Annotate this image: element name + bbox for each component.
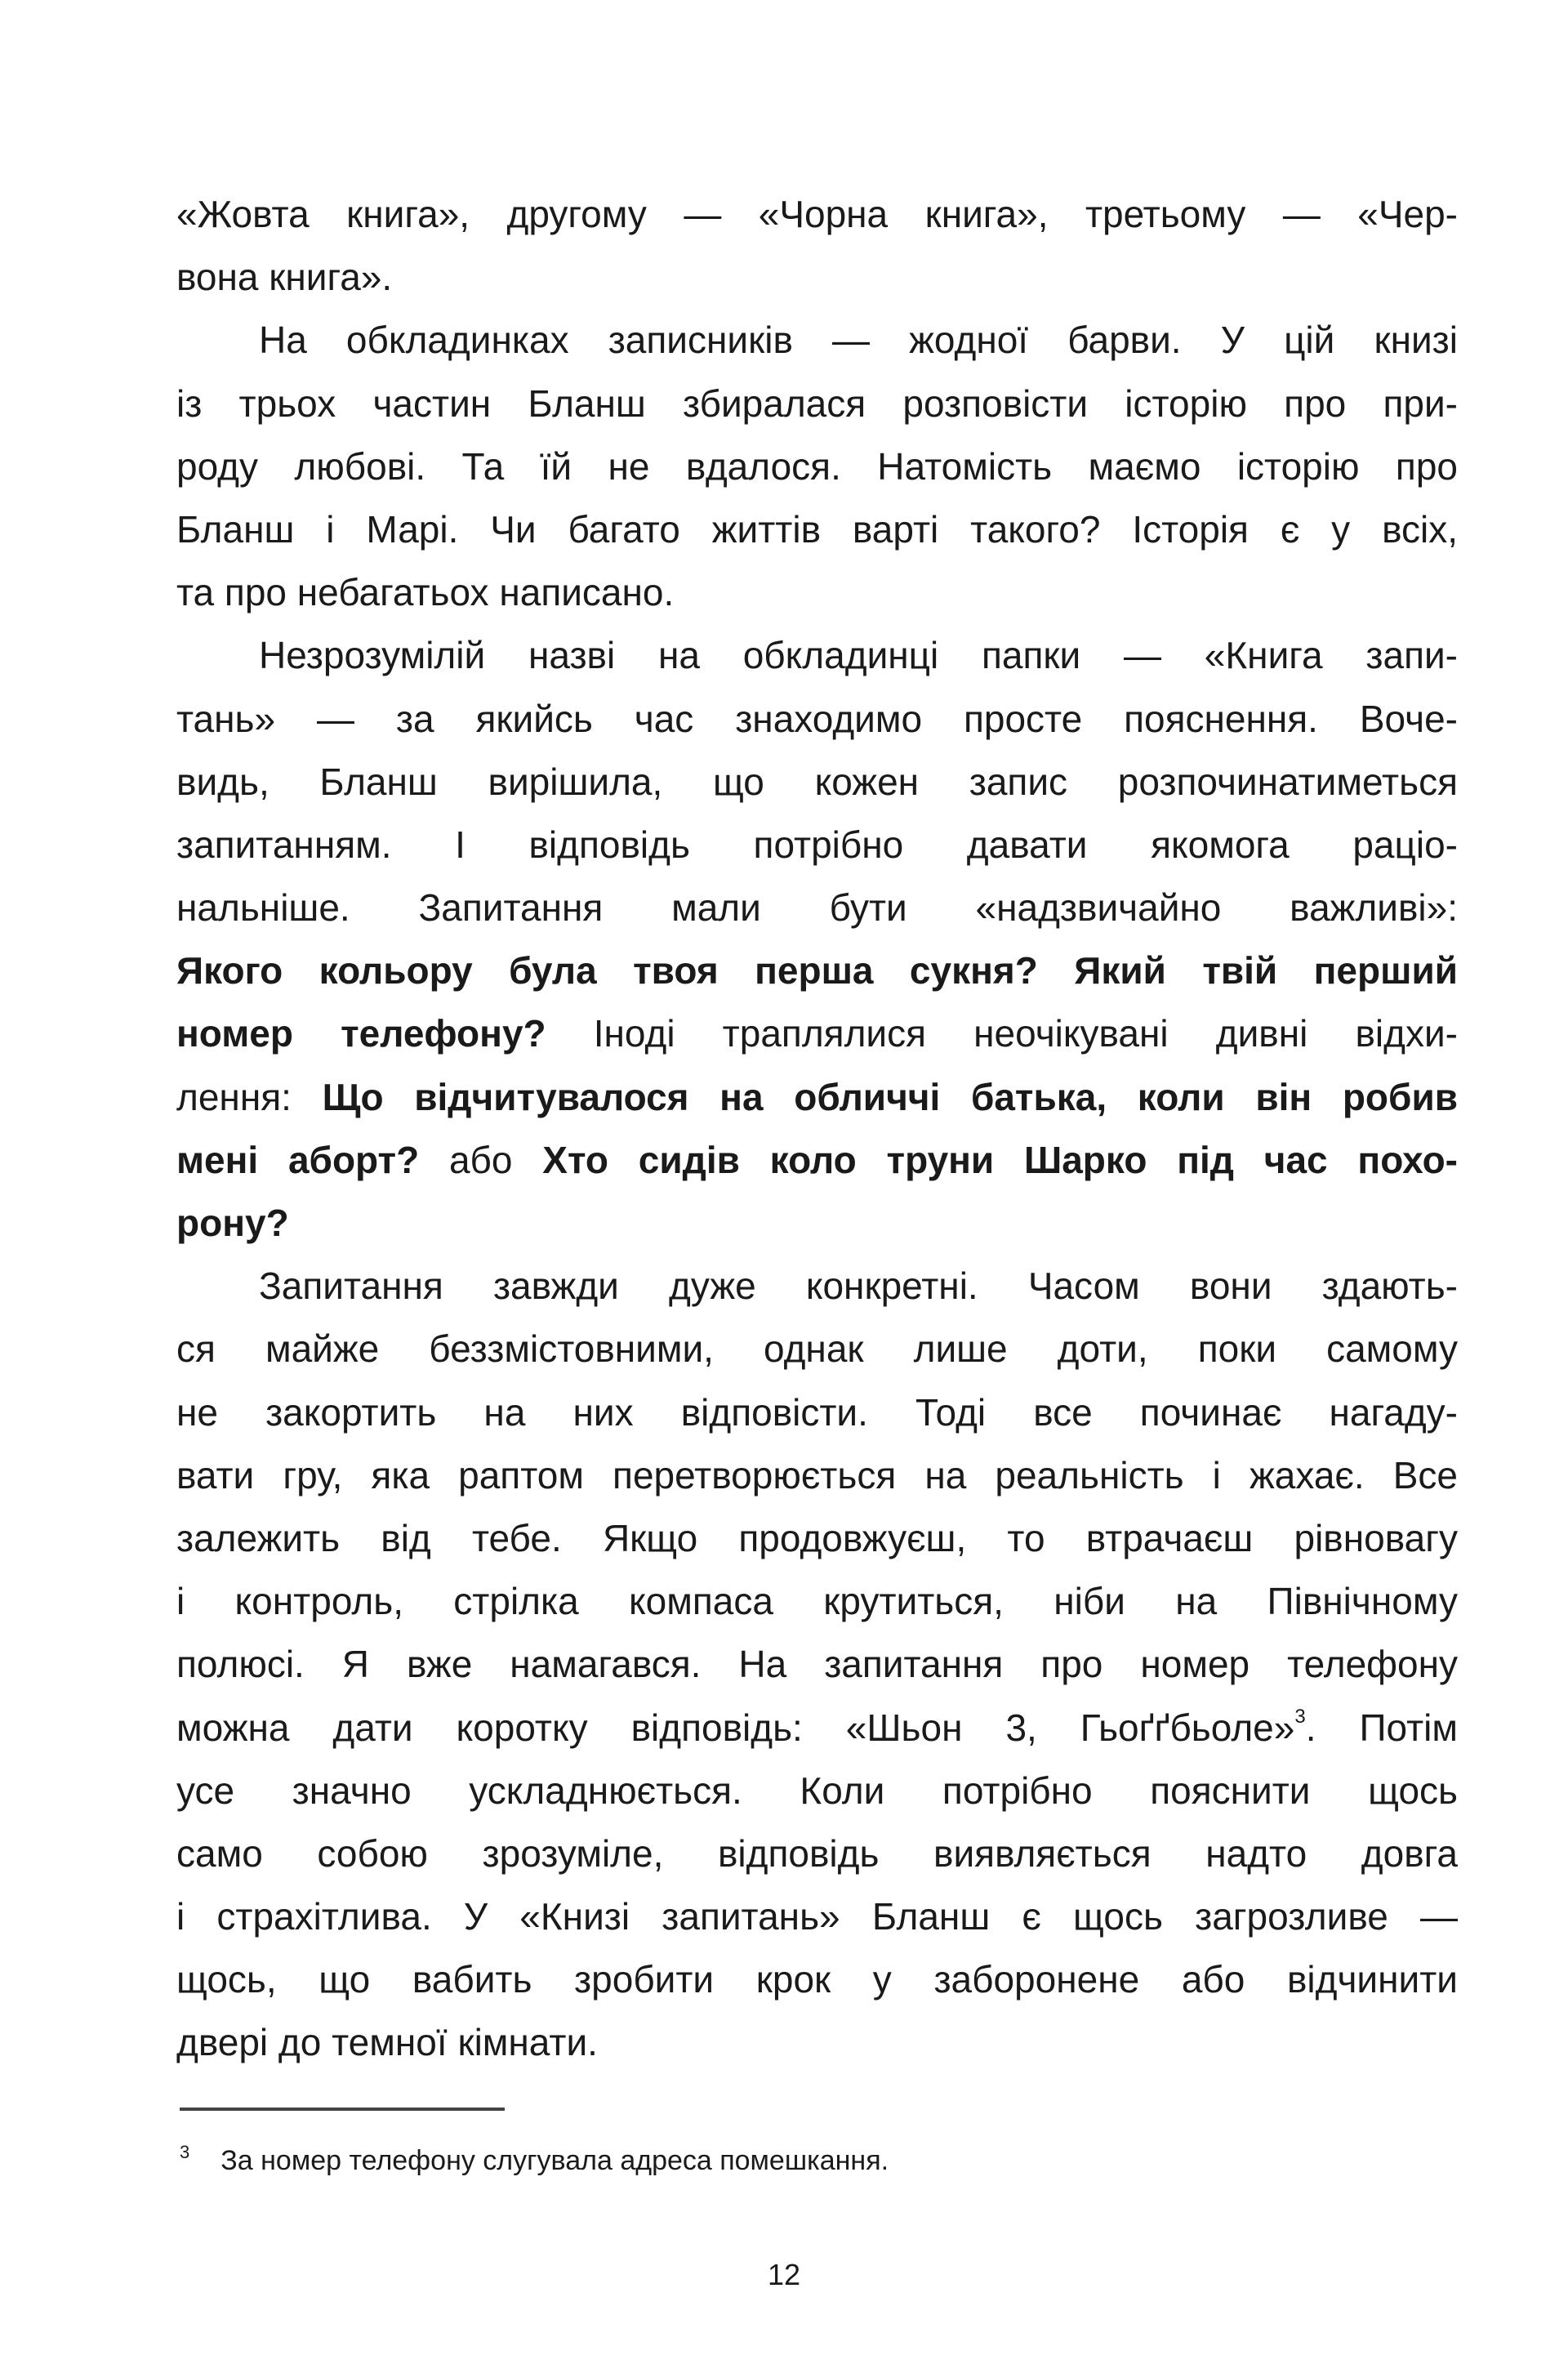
text-span: тань» — за якийсь час знаходимо просте пояснення. Воче- [176,697,1458,740]
text-line [176,561,1458,624]
text-line [176,814,1458,876]
text-span: і контроль, стрілка компаса крутиться, ніби на Північному [176,1580,1458,1623]
footnote-number: 3 [180,2142,190,2162]
bold-question: Якого кольору була твоя перша сукня? Який твій перший [176,949,1458,992]
text-line [176,1192,1458,1255]
footnote-text: За номер телефону слугувала адреса помешкання. [220,2145,889,2176]
text-line [176,1885,1458,1948]
footnote-divider [180,2108,505,2111]
page-number: 12 [767,2258,801,2291]
text-line [176,246,1458,309]
text-span: полюсі. Я вже намагався. На запитання про номер телефону [176,1643,1458,1686]
bold-question: номер телефону? [176,1012,546,1055]
text-span: видь, Бланш вирішила, що кожен запис розпочинатиметься [176,760,1458,803]
text-span: Запитання завжди дуже конкретні. Часом вони здають- [259,1265,1458,1308]
text-line [176,1444,1458,1507]
footnote-ref: 3 [1294,1705,1306,1728]
text-span: залежить від тебе. Якщо продовжуєш, то втрачаєш рівновагу [176,1516,1458,1559]
text-line [176,1760,1458,1822]
text-span: вона книга». [176,256,393,299]
text-line [176,372,1458,435]
text-span: запитанням. І відповідь потрібно давати якомога раціо- [176,823,1458,866]
text-line [176,1381,1458,1444]
text-line [176,1129,1458,1192]
text-line [176,688,1458,751]
body-text [176,183,1458,2075]
text-span: лення: [176,1075,323,1118]
text-line [176,624,1458,687]
bold-question: Хто сидів коло труни Шарко під час похо- [542,1138,1459,1181]
text-span: Бланш і Марі. Чи багато життів варті такого? Історія є у всіх, [176,507,1458,551]
text-line [176,1633,1458,1696]
text-span: «Жовта книга», другому — «Чорна книга», третьому — «Чер- [176,193,1458,235]
text-line [176,183,1458,246]
text-span: не закортить на них відповісти. Тоді все починає нагаду- [176,1390,1458,1434]
text-line [176,435,1458,498]
text-line [176,1697,1458,1760]
text-span: На обкладинках записників — жодної барви. У цій книзі [259,319,1458,362]
text-span: або [419,1138,543,1181]
text-line [176,1507,1458,1570]
text-line [176,1318,1458,1381]
text-span: ся майже беззмістовними, однак лише доти, поки самому [176,1327,1458,1371]
text-span: та про небагатьох написано. [176,571,675,614]
text-line [176,876,1458,939]
text-span: і страхітлива. У «Книзі запитань» Бланш є щось загрозливе — [176,1895,1458,1938]
text-line [176,498,1458,561]
text-span: із трьох частин Бланш збиралася розповісти історію про при- [176,381,1458,425]
footnote [180,2140,889,2181]
text-span: Іноді траплялися неочікувані дивні відхи- [546,1012,1458,1055]
text-line [176,1255,1458,1318]
text-span: двері до темної кімнати. [176,2021,598,2064]
text-line [176,2011,1458,2074]
bold-question: мені аборт? [176,1138,420,1181]
bold-question: рону? [176,1202,289,1244]
text-span: роду любові. Та їй не вдалося. Натомість маємо історію про [176,444,1458,488]
text-span: можна дати коротку відповідь: «Шьон 3, Гьоґґбьоле» [176,1706,1295,1749]
text-line [176,1002,1458,1065]
text-span: нальніше. Запитання мали бути «надзвичайно важливі»: [176,886,1458,930]
text-span: Незрозумілій назві на обкладинці папки — «Книга запи- [259,634,1458,677]
text-line [176,1948,1458,2011]
text-line [176,309,1458,372]
text-line [176,939,1458,1002]
text-line [176,1570,1458,1633]
bold-question: Що відчитувалося на обличчі батька, коли він робив [322,1075,1459,1118]
text-span: щось, що вабить зробити крок у заборонене або відчинити [176,1958,1458,2001]
text-span: вати гру, яка раптом перетворюється на реальність і жахає. Все [176,1453,1458,1497]
text-span: . Потім [1305,1706,1459,1749]
text-span: само собою зрозуміле, відповідь виявляється надто довга [176,1831,1458,1875]
text-line [176,1066,1458,1129]
text-line [176,1822,1458,1885]
text-span: усе значно ускладнюється. Коли потрібно пояснити щось [176,1769,1458,1812]
text-line [176,751,1458,814]
